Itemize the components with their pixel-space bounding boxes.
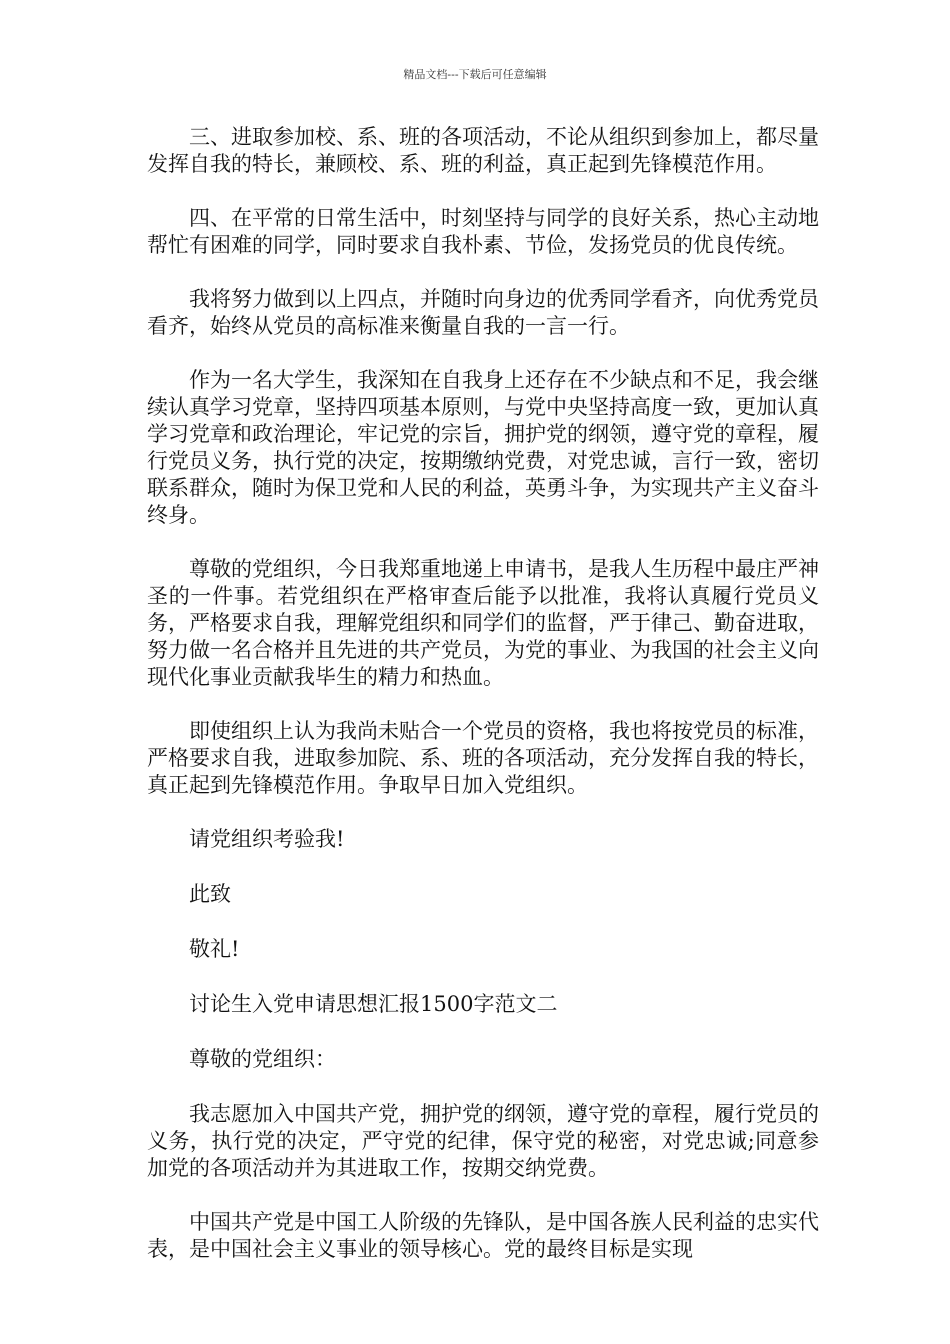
paragraph-12: 我志愿加入中国共产党，拥护党的纲领，遵守党的章程，履行党员的义务，执行党的决定，严守党的纪律，保守党的秘密，对党忠诚;同意参加党的各项活动并为其进取工作，按期交纳党费。 (147, 1102, 819, 1180)
paragraph-3: 我将努力做到以上四点，并随时向身边的优秀同学看齐，向优秀党员看齐，始终从党员的高标准来衡量自我的一言一行。 (147, 287, 819, 338)
page-header: 精品文档---下载后可任意编辑 (403, 68, 547, 81)
paragraph-11: 尊敬的党组织： (189, 1047, 336, 1071)
paragraph-8: 此致 (189, 882, 231, 906)
paragraph-2: 四、在平常的日常生活中，时刻坚持与同学的良好关系，热心主动地帮忙有困难的同学，同时要求自我朴素、节俭，发扬党员的优良传统。 (147, 206, 819, 257)
paragraph-6: 即使组织上认为我尚未贴合一个党员的资格，我也将按党员的标准，严格要求自我，进取参加院、系、班的各项活动，充分发挥自我的特长，真正起到先锋模范作用。争取早日加入党组织。 (147, 719, 819, 797)
paragraph-13: 中国共产党是中国工人阶级的先锋队，是中国各族人民利益的忠实代表，是中国社会主义事业的领导核心。党的最终目标是实现 (147, 1210, 819, 1261)
paragraph-1: 三、进取参加校、系、班的各项活动，不论从组织到参加上，都尽量发挥自我的特长，兼顾校、系、班的利益，真正起到先锋模范作用。 (147, 125, 819, 176)
paragraph-9: 敬礼! (189, 937, 240, 961)
paragraph-7: 请党组织考验我! (189, 827, 345, 851)
paragraph-5: 尊敬的党组织，今日我郑重地递上申请书，是我人生历程中最庄严神圣的一件事。若党组织在严格审查后能予以批准，我将认真履行党员义务，严格要求自我，理解党组织和同学们的监督，严于律己、勤奋进取，努力做一名合格并且先进的共产党员，为党的事业、为我国的社会主义向现代化事业贡献我毕生的精力和热血。 (147, 557, 819, 689)
document-body (147, 124, 819, 1290)
paragraph-4: 作为一名大学生，我深知在自我身上还存在不少缺点和不足，我会继续认真学习党章，坚持四项基本原则，与党中央坚持高度一致，更加认真学习党章和政治理论，牢记党的宗旨，拥护党的纲领，遵守党的章程，履行党员义务，执行党的决定，按期缴纳党费，对党忠诚，言行一致，密切联系群众，随时为保卫党和人民的利益，英勇斗争，为实现共产主义奋斗终身。 (147, 368, 819, 527)
paragraph-10: 讨论生入党申请思想汇报1500字范文二 (189, 992, 558, 1016)
